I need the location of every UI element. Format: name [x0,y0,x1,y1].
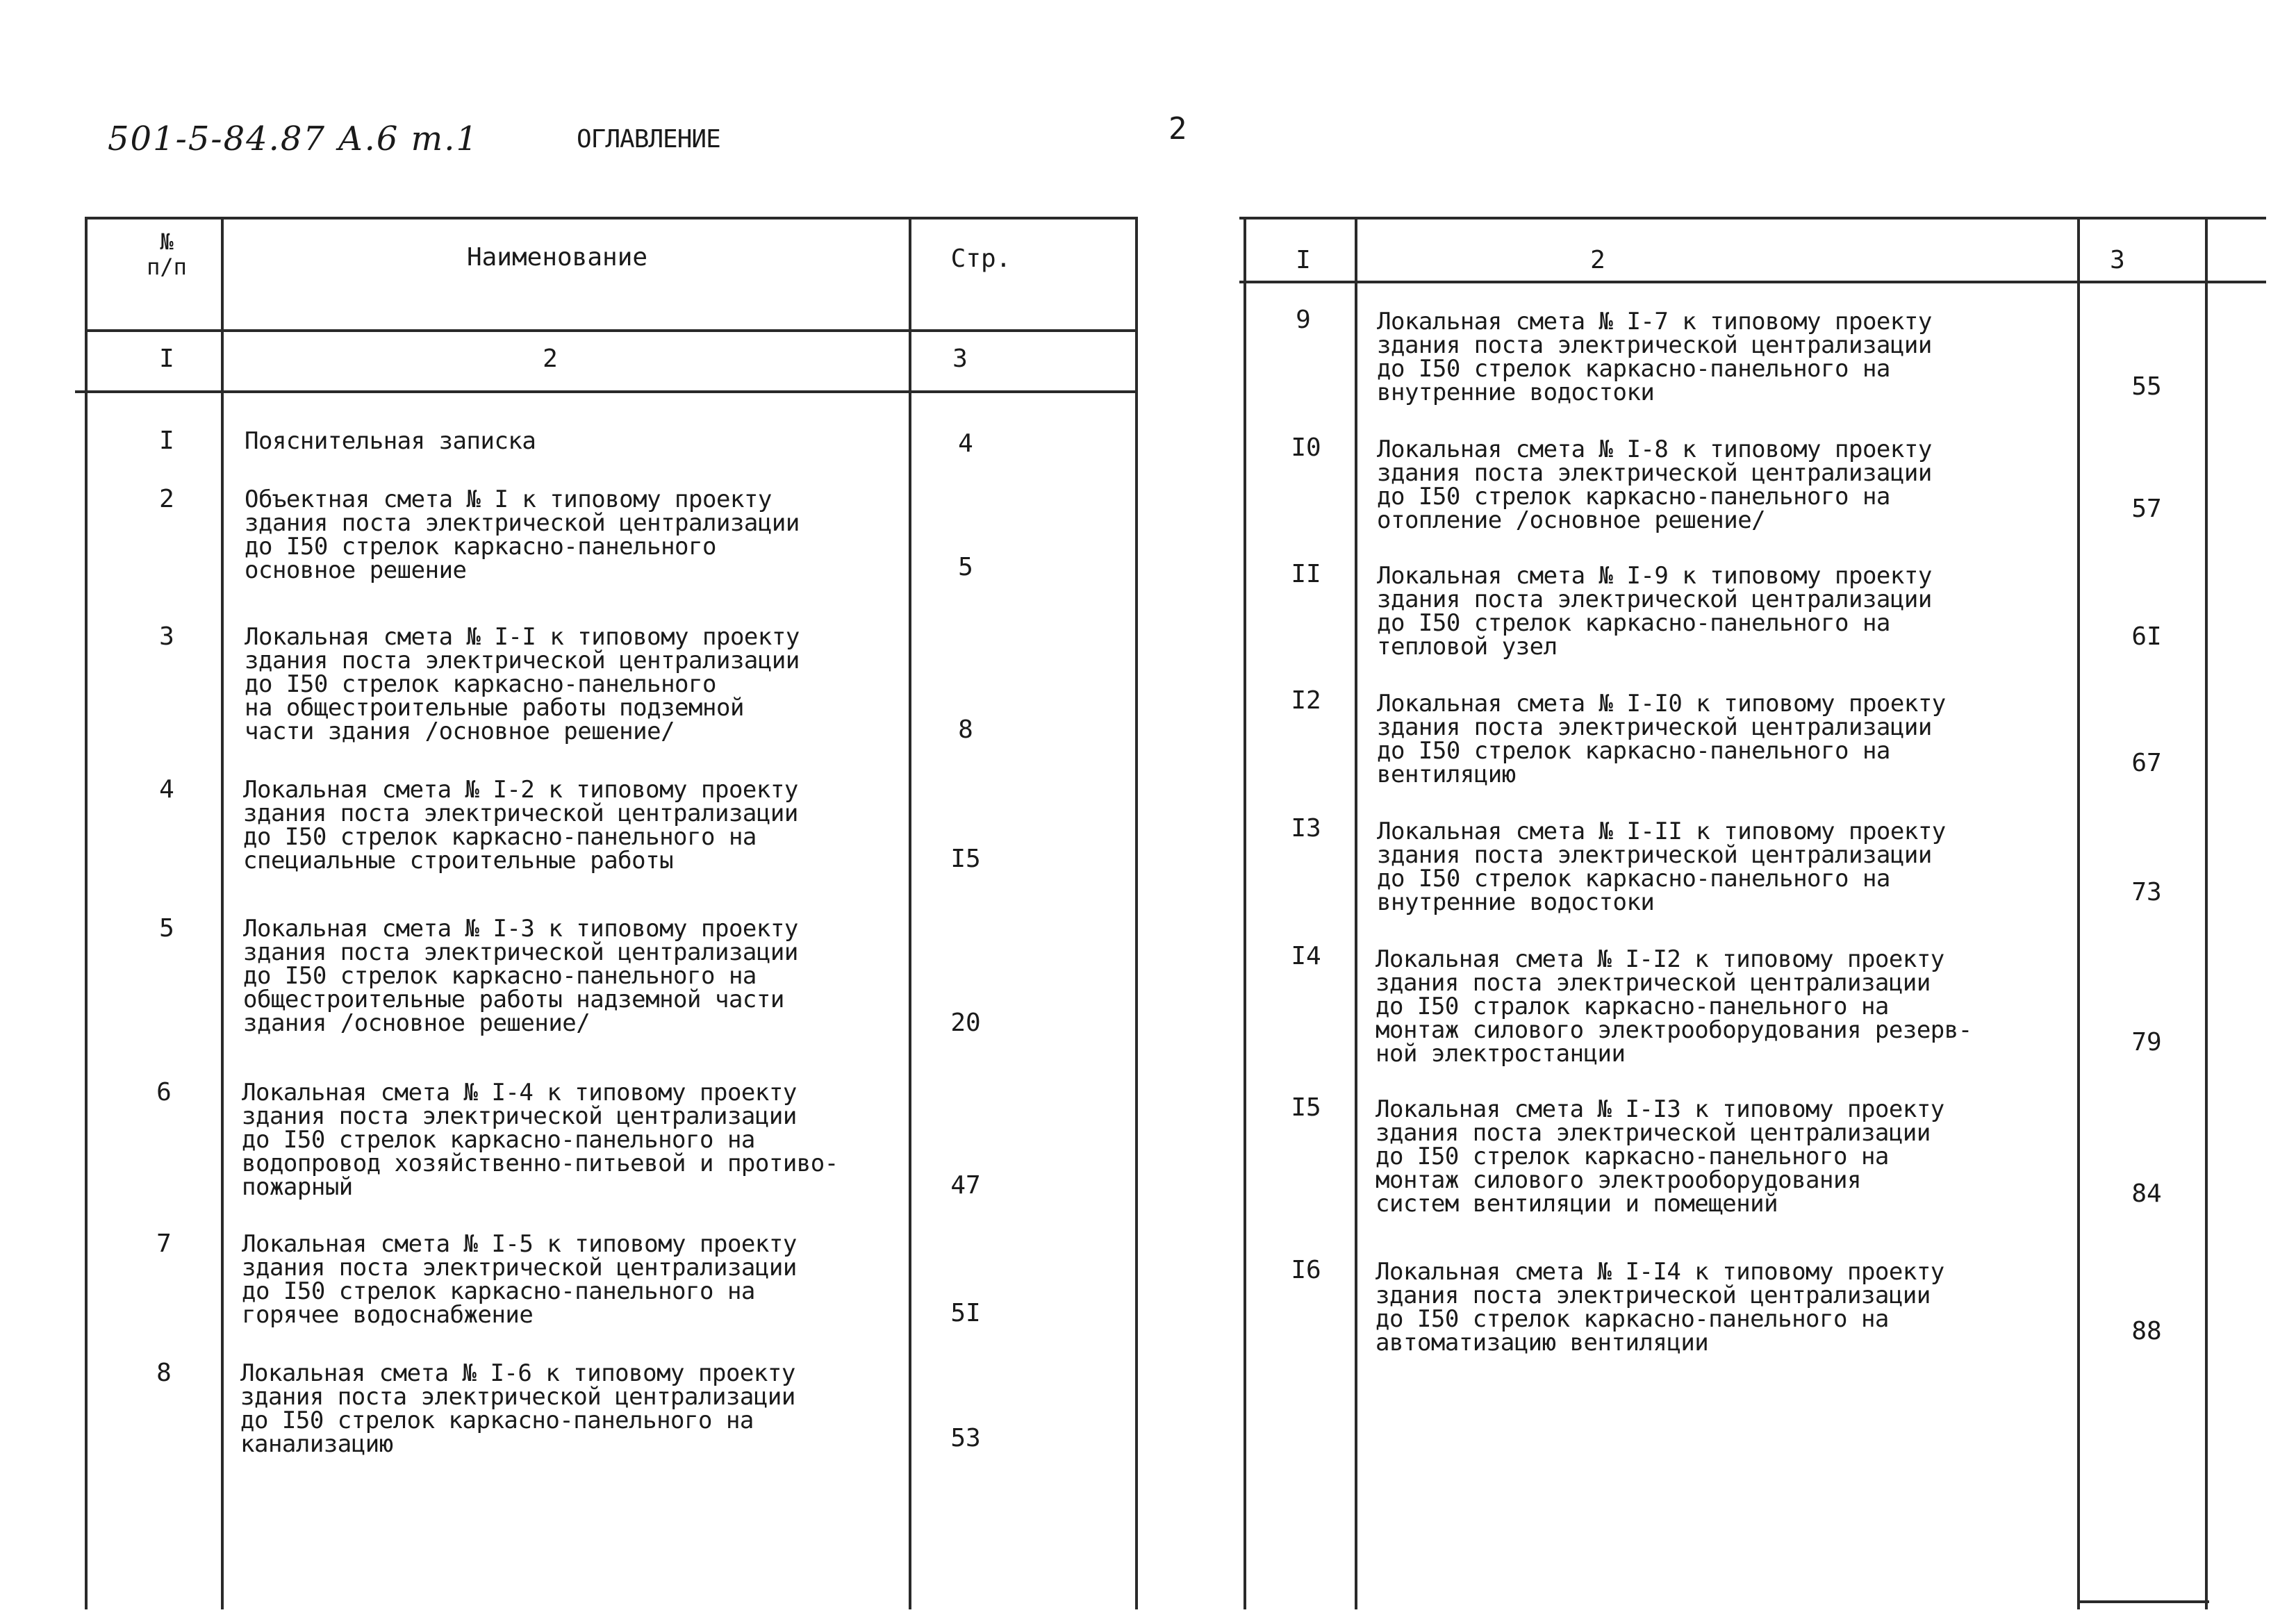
right-table-bottom-mark [2077,1600,2209,1603]
column-header-name: Наименование [466,243,648,272]
row-number: 4 [159,775,174,804]
row-title: Локальная смета № I-3 к типовому проекту здания поста электрической централизации до I50 стрелок каркасно-панельного на общестроительные работы надземной части здания /основное решение/ [243,915,798,1037]
column-index-2: 2 [1590,246,1605,274]
row-number: 7 [156,1229,172,1258]
left-table-index-divider [75,390,1138,393]
row-page: 5 [958,553,973,581]
page-number: 2 [1168,111,1187,147]
row-number: II [1291,560,1321,588]
row-title: Локальная смета № I-5 к типовому проекту здания поста электрической централизации до I50 стрелок каркасно-панельного на горячее водоснабжение [242,1230,797,1329]
row-title: Локальная смета № I-I3 к типовому проекту здания поста электрической централизации до I50 стрелок каркасно-панельного на монтаж силового электрооборудования систем вентиляции и помещений [1376,1095,1944,1218]
row-page: 53 [950,1424,981,1452]
row-page: 73 [2131,878,2162,906]
row-page: 5I [950,1299,981,1327]
row-number: I6 [1291,1256,1321,1284]
row-number: 3 [159,622,174,651]
row-title: Локальная смета № I-II к типовому проекту здания поста электрической централизации до I50 стрелок каркасно-панельного на внутренние водостоки [1377,818,1946,916]
right-table-top-border [1239,217,2266,219]
page-title: ОГЛАВЛЕНИЕ [577,125,720,154]
left-table-right-border [1135,217,1138,1609]
row-page: 67 [2131,749,2162,777]
right-table-left-border [1244,217,1246,1609]
row-title: Локальная смета № I-I к типовому проекту здания поста электрической централизации до I50 стрелок каркасно-панельного на общестроительные работы подземной части здания /основное решение/ [245,623,800,745]
left-table-col-divider-2 [909,217,911,1609]
column-index-3: 3 [2110,246,2125,274]
row-title: Пояснительная записка [245,427,536,455]
row-page: 8 [958,715,973,744]
column-index-2: 2 [543,345,558,373]
row-number: 5 [159,914,174,943]
row-title: Локальная смета № I-7 к типовому проекту здания поста электрической централизации до I50 стрелок каркасно-панельного на внутренние водостоки [1377,308,1932,406]
row-number: I2 [1291,686,1321,715]
row-page: 84 [2131,1179,2162,1208]
row-title: Локальная смета № I-I4 к типовому проекту здания поста электрической централизации до I50 стрелок каркасно-панельного на автоматизацию вентиляции [1376,1258,1944,1357]
right-table-right-border [2205,217,2208,1609]
row-number: I5 [1291,1093,1321,1122]
right-table-col-divider-2 [2077,217,2080,1609]
row-number: 8 [156,1359,172,1387]
left-table-col-divider-1 [221,217,224,1609]
column-header-page: Стр. [950,245,1011,273]
right-table-col-divider-1 [1355,217,1357,1609]
row-title: Локальная смета № I-8 к типовому проекту здания поста электрической централизации до I50 стрелок каркасно-панельного на отопление /основное решение/ [1377,436,1932,534]
row-title: Локальная смета № I-9 к типовому проекту здания поста электрической централизации до I50 стрелок каркасно-панельного на тепловой узел [1377,562,1932,661]
row-page: I5 [950,845,981,873]
row-title: Объектная смета № I к типовому проекту здания поста электрической централизации до I50 стрелок каркасно-панельного основное решение [245,486,800,584]
left-table-header-divider [85,329,1138,332]
column-index-1: I [1296,246,1311,274]
column-header-number: № п/п [147,229,187,280]
row-number: I4 [1291,942,1321,970]
row-title: Локальная смета № I-I0 к типовому проекту здания поста электрической централизации до I50 стрелок каркасно-панельного на вентиляцию [1377,690,1946,788]
row-number: I [159,426,174,455]
row-title: Локальная смета № I-2 к типовому проекту здания поста электрической централизации до I50 стрелок каркасно-панельного на специальные строительные работы [243,776,798,875]
row-page: 20 [950,1009,981,1037]
row-page: 55 [2131,372,2162,401]
column-index-1: I [159,345,174,373]
row-page: 79 [2131,1028,2162,1057]
row-title: Локальная смета № I-I2 к типовому проекту здания поста электрической централизации до I50 стралок каркасно-панельного на монтаж силового электрооборудования резерв- ной электростанции [1376,945,1972,1068]
row-title: Локальная смета № I-4 к типовому проекту здания поста электрической централизации до I50 стрелок каркасно-панельного на водопровод хозяйственно-питьевой и противо- пожарный [242,1079,839,1201]
row-number: 2 [159,485,174,513]
row-number: I3 [1291,814,1321,843]
row-number: 6 [156,1078,172,1107]
row-page: 57 [2131,495,2162,523]
document-code: 501-5-84.87 А.6 т.1 [108,119,479,158]
left-table-top-border [85,217,1138,219]
row-number: 9 [1296,306,1311,334]
row-page: 6I [2131,622,2162,651]
row-page: 88 [2131,1317,2162,1345]
row-page: 47 [950,1171,981,1200]
row-number: I0 [1291,433,1321,462]
row-title: Локальная смета № I-6 к типовому проекту здания поста электрической централизации до I50 стрелок каркасно-панельного на канализацию [240,1359,795,1458]
left-table-left-border [85,217,88,1609]
column-index-3: 3 [952,345,968,373]
right-table-index-divider [1239,281,2266,283]
row-page: 4 [958,429,973,458]
